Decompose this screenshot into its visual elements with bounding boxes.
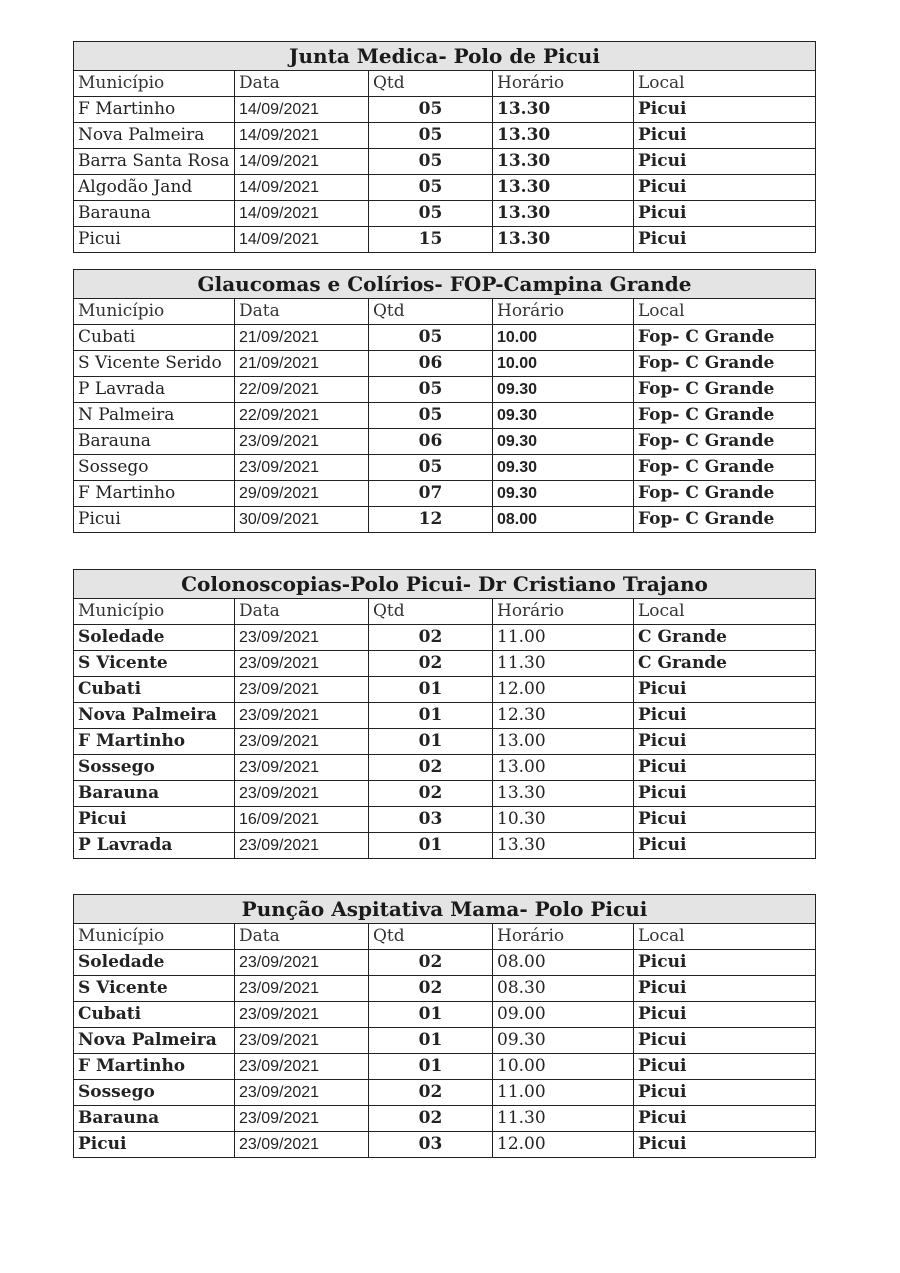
cell-qtd: 02 xyxy=(369,1080,493,1106)
cell-local: Picui xyxy=(634,781,816,807)
cell-horario: 13.30 xyxy=(493,201,634,227)
cell-local: Picui xyxy=(634,703,816,729)
cell-municipio: F Martinho xyxy=(74,1054,235,1080)
cell-qtd: 01 xyxy=(369,677,493,703)
cell-horario: 09.00 xyxy=(493,1002,634,1028)
cell-qtd: 05 xyxy=(369,149,493,175)
cell-data: 23/09/2021 xyxy=(235,1002,369,1028)
cell-horario: 09.30 xyxy=(493,403,634,429)
cell-municipio: Sossego xyxy=(74,455,235,481)
cell-local: Picui xyxy=(634,227,816,253)
table-row xyxy=(74,325,816,351)
cell-municipio: F Martinho xyxy=(74,481,235,507)
header-qtd: Qtd xyxy=(369,299,493,325)
cell-local: Picui xyxy=(634,1132,816,1158)
cell-horario: 13.00 xyxy=(493,755,634,781)
cell-horario: 13.30 xyxy=(493,227,634,253)
cell-local: Picui xyxy=(634,175,816,201)
cell-qtd: 02 xyxy=(369,781,493,807)
table-row xyxy=(74,807,816,833)
cell-qtd: 02 xyxy=(369,1106,493,1132)
cell-horario: 10.00 xyxy=(493,325,634,351)
cell-horario: 13.30 xyxy=(493,123,634,149)
cell-municipio: Barauna xyxy=(74,429,235,455)
cell-municipio: Sossego xyxy=(74,755,235,781)
cell-municipio: Barauna xyxy=(74,201,235,227)
table-row xyxy=(74,227,816,253)
table-row xyxy=(74,175,816,201)
cell-horario: 09.30 xyxy=(493,481,634,507)
cell-data: 14/09/2021 xyxy=(235,97,369,123)
cell-municipio: F Martinho xyxy=(74,729,235,755)
cell-municipio: Picui xyxy=(74,227,235,253)
header-municipio: Município xyxy=(74,924,235,950)
schedule-table xyxy=(73,894,816,1158)
cell-qtd: 01 xyxy=(369,729,493,755)
cell-horario: 10.30 xyxy=(493,807,634,833)
cell-data: 22/09/2021 xyxy=(235,403,369,429)
cell-data: 23/09/2021 xyxy=(235,625,369,651)
cell-local: Picui xyxy=(634,950,816,976)
header-horario: Horário xyxy=(493,299,634,325)
table-row xyxy=(74,97,816,123)
cell-data: 23/09/2021 xyxy=(235,781,369,807)
cell-qtd: 02 xyxy=(369,976,493,1002)
cell-qtd: 01 xyxy=(369,833,493,859)
table-row xyxy=(74,677,816,703)
table-title-row xyxy=(74,270,816,299)
cell-local: Picui xyxy=(634,729,816,755)
cell-qtd: 01 xyxy=(369,1054,493,1080)
cell-data: 30/09/2021 xyxy=(235,507,369,533)
header-horario: Horário xyxy=(493,599,634,625)
cell-qtd: 05 xyxy=(369,455,493,481)
cell-horario: 09.30 xyxy=(493,377,634,403)
cell-horario: 13.30 xyxy=(493,833,634,859)
table-row xyxy=(74,1002,816,1028)
cell-local: Picui xyxy=(634,149,816,175)
cell-qtd: 02 xyxy=(369,755,493,781)
cell-horario: 08.00 xyxy=(493,507,634,533)
cell-local: Picui xyxy=(634,97,816,123)
cell-qtd: 02 xyxy=(369,651,493,677)
cell-qtd: 06 xyxy=(369,351,493,377)
header-qtd: Qtd xyxy=(369,599,493,625)
cell-qtd: 05 xyxy=(369,403,493,429)
table-title: Junta Medica- Polo de Picui xyxy=(74,42,816,71)
cell-qtd: 07 xyxy=(369,481,493,507)
table-title-row xyxy=(74,42,816,71)
table-row xyxy=(74,703,816,729)
cell-horario: 11.00 xyxy=(493,625,634,651)
cell-data: 23/09/2021 xyxy=(235,976,369,1002)
cell-local: Picui xyxy=(634,755,816,781)
cell-municipio: F Martinho xyxy=(74,97,235,123)
cell-data: 14/09/2021 xyxy=(235,201,369,227)
cell-horario: 10.00 xyxy=(493,351,634,377)
header-data: Data xyxy=(235,924,369,950)
cell-local: Fop- C Grande xyxy=(634,325,816,351)
cell-local: Picui xyxy=(634,201,816,227)
table-row xyxy=(74,976,816,1002)
table-row xyxy=(74,1132,816,1158)
cell-data: 23/09/2021 xyxy=(235,1132,369,1158)
header-data: Data xyxy=(235,71,369,97)
cell-data: 16/09/2021 xyxy=(235,807,369,833)
cell-local: Picui xyxy=(634,833,816,859)
cell-municipio: S Vicente Serido xyxy=(74,351,235,377)
cell-local: C Grande xyxy=(634,625,816,651)
cell-data: 23/09/2021 xyxy=(235,455,369,481)
header-data: Data xyxy=(235,299,369,325)
table-row xyxy=(74,201,816,227)
cell-qtd: 03 xyxy=(369,807,493,833)
cell-qtd: 06 xyxy=(369,429,493,455)
table-row xyxy=(74,781,816,807)
table-row xyxy=(74,625,816,651)
cell-data: 14/09/2021 xyxy=(235,227,369,253)
cell-municipio: S Vicente xyxy=(74,651,235,677)
cell-horario: 13.30 xyxy=(493,97,634,123)
table-header-row xyxy=(74,71,816,97)
table-title: Colonoscopias-Polo Picui- Dr Cristiano Trajano xyxy=(74,570,816,599)
cell-data: 23/09/2021 xyxy=(235,1028,369,1054)
cell-qtd: 05 xyxy=(369,377,493,403)
cell-local: Fop- C Grande xyxy=(634,377,816,403)
cell-qtd: 05 xyxy=(369,325,493,351)
cell-qtd: 02 xyxy=(369,625,493,651)
table-title-row xyxy=(74,895,816,924)
header-qtd: Qtd xyxy=(369,71,493,97)
table-row xyxy=(74,455,816,481)
table-title: Glaucomas e Colírios- FOP-Campina Grande xyxy=(74,270,816,299)
cell-qtd: 05 xyxy=(369,123,493,149)
cell-qtd: 05 xyxy=(369,201,493,227)
header-qtd: Qtd xyxy=(369,924,493,950)
cell-local: Picui xyxy=(634,1002,816,1028)
cell-municipio: P Lavrada xyxy=(74,833,235,859)
cell-data: 14/09/2021 xyxy=(235,123,369,149)
cell-municipio: Sossego xyxy=(74,1080,235,1106)
cell-data: 23/09/2021 xyxy=(235,833,369,859)
cell-municipio: Nova Palmeira xyxy=(74,703,235,729)
cell-municipio: Soledade xyxy=(74,625,235,651)
cell-qtd: 01 xyxy=(369,1002,493,1028)
cell-horario: 09.30 xyxy=(493,455,634,481)
cell-qtd: 03 xyxy=(369,1132,493,1158)
cell-horario: 09.30 xyxy=(493,429,634,455)
table-row xyxy=(74,377,816,403)
cell-municipio: Barra Santa Rosa xyxy=(74,149,235,175)
cell-horario: 09.30 xyxy=(493,1028,634,1054)
cell-horario: 11.30 xyxy=(493,1106,634,1132)
header-local: Local xyxy=(634,924,816,950)
cell-horario: 13.30 xyxy=(493,781,634,807)
cell-data: 14/09/2021 xyxy=(235,149,369,175)
header-horario: Horário xyxy=(493,71,634,97)
cell-local: Fop- C Grande xyxy=(634,455,816,481)
table-row xyxy=(74,429,816,455)
cell-municipio: Nova Palmeira xyxy=(74,1028,235,1054)
header-local: Local xyxy=(634,71,816,97)
cell-data: 23/09/2021 xyxy=(235,429,369,455)
cell-local: C Grande xyxy=(634,651,816,677)
cell-municipio: Picui xyxy=(74,1132,235,1158)
table-row xyxy=(74,1028,816,1054)
table-title-row xyxy=(74,570,816,599)
cell-municipio: Barauna xyxy=(74,1106,235,1132)
cell-data: 29/09/2021 xyxy=(235,481,369,507)
cell-local: Fop- C Grande xyxy=(634,351,816,377)
table-row xyxy=(74,351,816,377)
table-row xyxy=(74,481,816,507)
cell-municipio: S Vicente xyxy=(74,976,235,1002)
cell-horario: 08.00 xyxy=(493,950,634,976)
cell-horario: 12.00 xyxy=(493,1132,634,1158)
cell-data: 23/09/2021 xyxy=(235,950,369,976)
cell-municipio: N Palmeira xyxy=(74,403,235,429)
table-row xyxy=(74,123,816,149)
table-row xyxy=(74,507,816,533)
schedule-table xyxy=(73,269,816,533)
cell-horario: 13.30 xyxy=(493,149,634,175)
cell-data: 23/09/2021 xyxy=(235,1080,369,1106)
cell-data: 21/09/2021 xyxy=(235,325,369,351)
cell-local: Picui xyxy=(634,807,816,833)
header-municipio: Município xyxy=(74,599,235,625)
table-row xyxy=(74,651,816,677)
cell-qtd: 15 xyxy=(369,227,493,253)
table-row xyxy=(74,729,816,755)
cell-qtd: 01 xyxy=(369,1028,493,1054)
header-local: Local xyxy=(634,599,816,625)
cell-municipio: Nova Palmeira xyxy=(74,123,235,149)
cell-horario: 12.30 xyxy=(493,703,634,729)
cell-municipio: Picui xyxy=(74,807,235,833)
cell-municipio: Barauna xyxy=(74,781,235,807)
cell-data: 23/09/2021 xyxy=(235,729,369,755)
table-title: Punção Aspitativa Mama- Polo Picui xyxy=(74,895,816,924)
cell-qtd: 05 xyxy=(369,97,493,123)
cell-horario: 12.00 xyxy=(493,677,634,703)
cell-municipio: Algodão Jand xyxy=(74,175,235,201)
cell-qtd: 12 xyxy=(369,507,493,533)
table-row xyxy=(74,755,816,781)
schedule-table xyxy=(73,41,816,253)
cell-municipio: Cubati xyxy=(74,1002,235,1028)
cell-horario: 11.30 xyxy=(493,651,634,677)
table-row xyxy=(74,1054,816,1080)
cell-qtd: 01 xyxy=(369,703,493,729)
cell-local: Fop- C Grande xyxy=(634,403,816,429)
cell-data: 14/09/2021 xyxy=(235,175,369,201)
table-row xyxy=(74,1080,816,1106)
cell-qtd: 05 xyxy=(369,175,493,201)
cell-local: Picui xyxy=(634,976,816,1002)
table-header-row xyxy=(74,599,816,625)
cell-horario: 10.00 xyxy=(493,1054,634,1080)
cell-horario: 13.30 xyxy=(493,175,634,201)
cell-local: Picui xyxy=(634,1028,816,1054)
cell-data: 23/09/2021 xyxy=(235,1106,369,1132)
cell-local: Picui xyxy=(634,1080,816,1106)
cell-horario: 11.00 xyxy=(493,1080,634,1106)
cell-municipio: Cubati xyxy=(74,325,235,351)
header-municipio: Município xyxy=(74,299,235,325)
table-header-row xyxy=(74,299,816,325)
table-row xyxy=(74,833,816,859)
table-row xyxy=(74,149,816,175)
cell-data: 23/09/2021 xyxy=(235,1054,369,1080)
cell-local: Fop- C Grande xyxy=(634,481,816,507)
table-row xyxy=(74,1106,816,1132)
cell-municipio: P Lavrada xyxy=(74,377,235,403)
cell-data: 22/09/2021 xyxy=(235,377,369,403)
cell-data: 23/09/2021 xyxy=(235,651,369,677)
table-row xyxy=(74,950,816,976)
table-row xyxy=(74,403,816,429)
cell-municipio: Picui xyxy=(74,507,235,533)
cell-municipio: Cubati xyxy=(74,677,235,703)
cell-horario: 13.00 xyxy=(493,729,634,755)
cell-local: Picui xyxy=(634,123,816,149)
header-horario: Horário xyxy=(493,924,634,950)
cell-data: 23/09/2021 xyxy=(235,703,369,729)
header-municipio: Município xyxy=(74,71,235,97)
table-header-row xyxy=(74,924,816,950)
cell-local: Picui xyxy=(634,677,816,703)
cell-local: Picui xyxy=(634,1054,816,1080)
cell-local: Picui xyxy=(634,1106,816,1132)
cell-local: Fop- C Grande xyxy=(634,429,816,455)
cell-municipio: Soledade xyxy=(74,950,235,976)
cell-qtd: 02 xyxy=(369,950,493,976)
cell-data: 23/09/2021 xyxy=(235,755,369,781)
cell-horario: 08.30 xyxy=(493,976,634,1002)
cell-data: 21/09/2021 xyxy=(235,351,369,377)
cell-data: 23/09/2021 xyxy=(235,677,369,703)
cell-local: Fop- C Grande xyxy=(634,507,816,533)
schedule-table xyxy=(73,569,816,859)
header-data: Data xyxy=(235,599,369,625)
header-local: Local xyxy=(634,299,816,325)
